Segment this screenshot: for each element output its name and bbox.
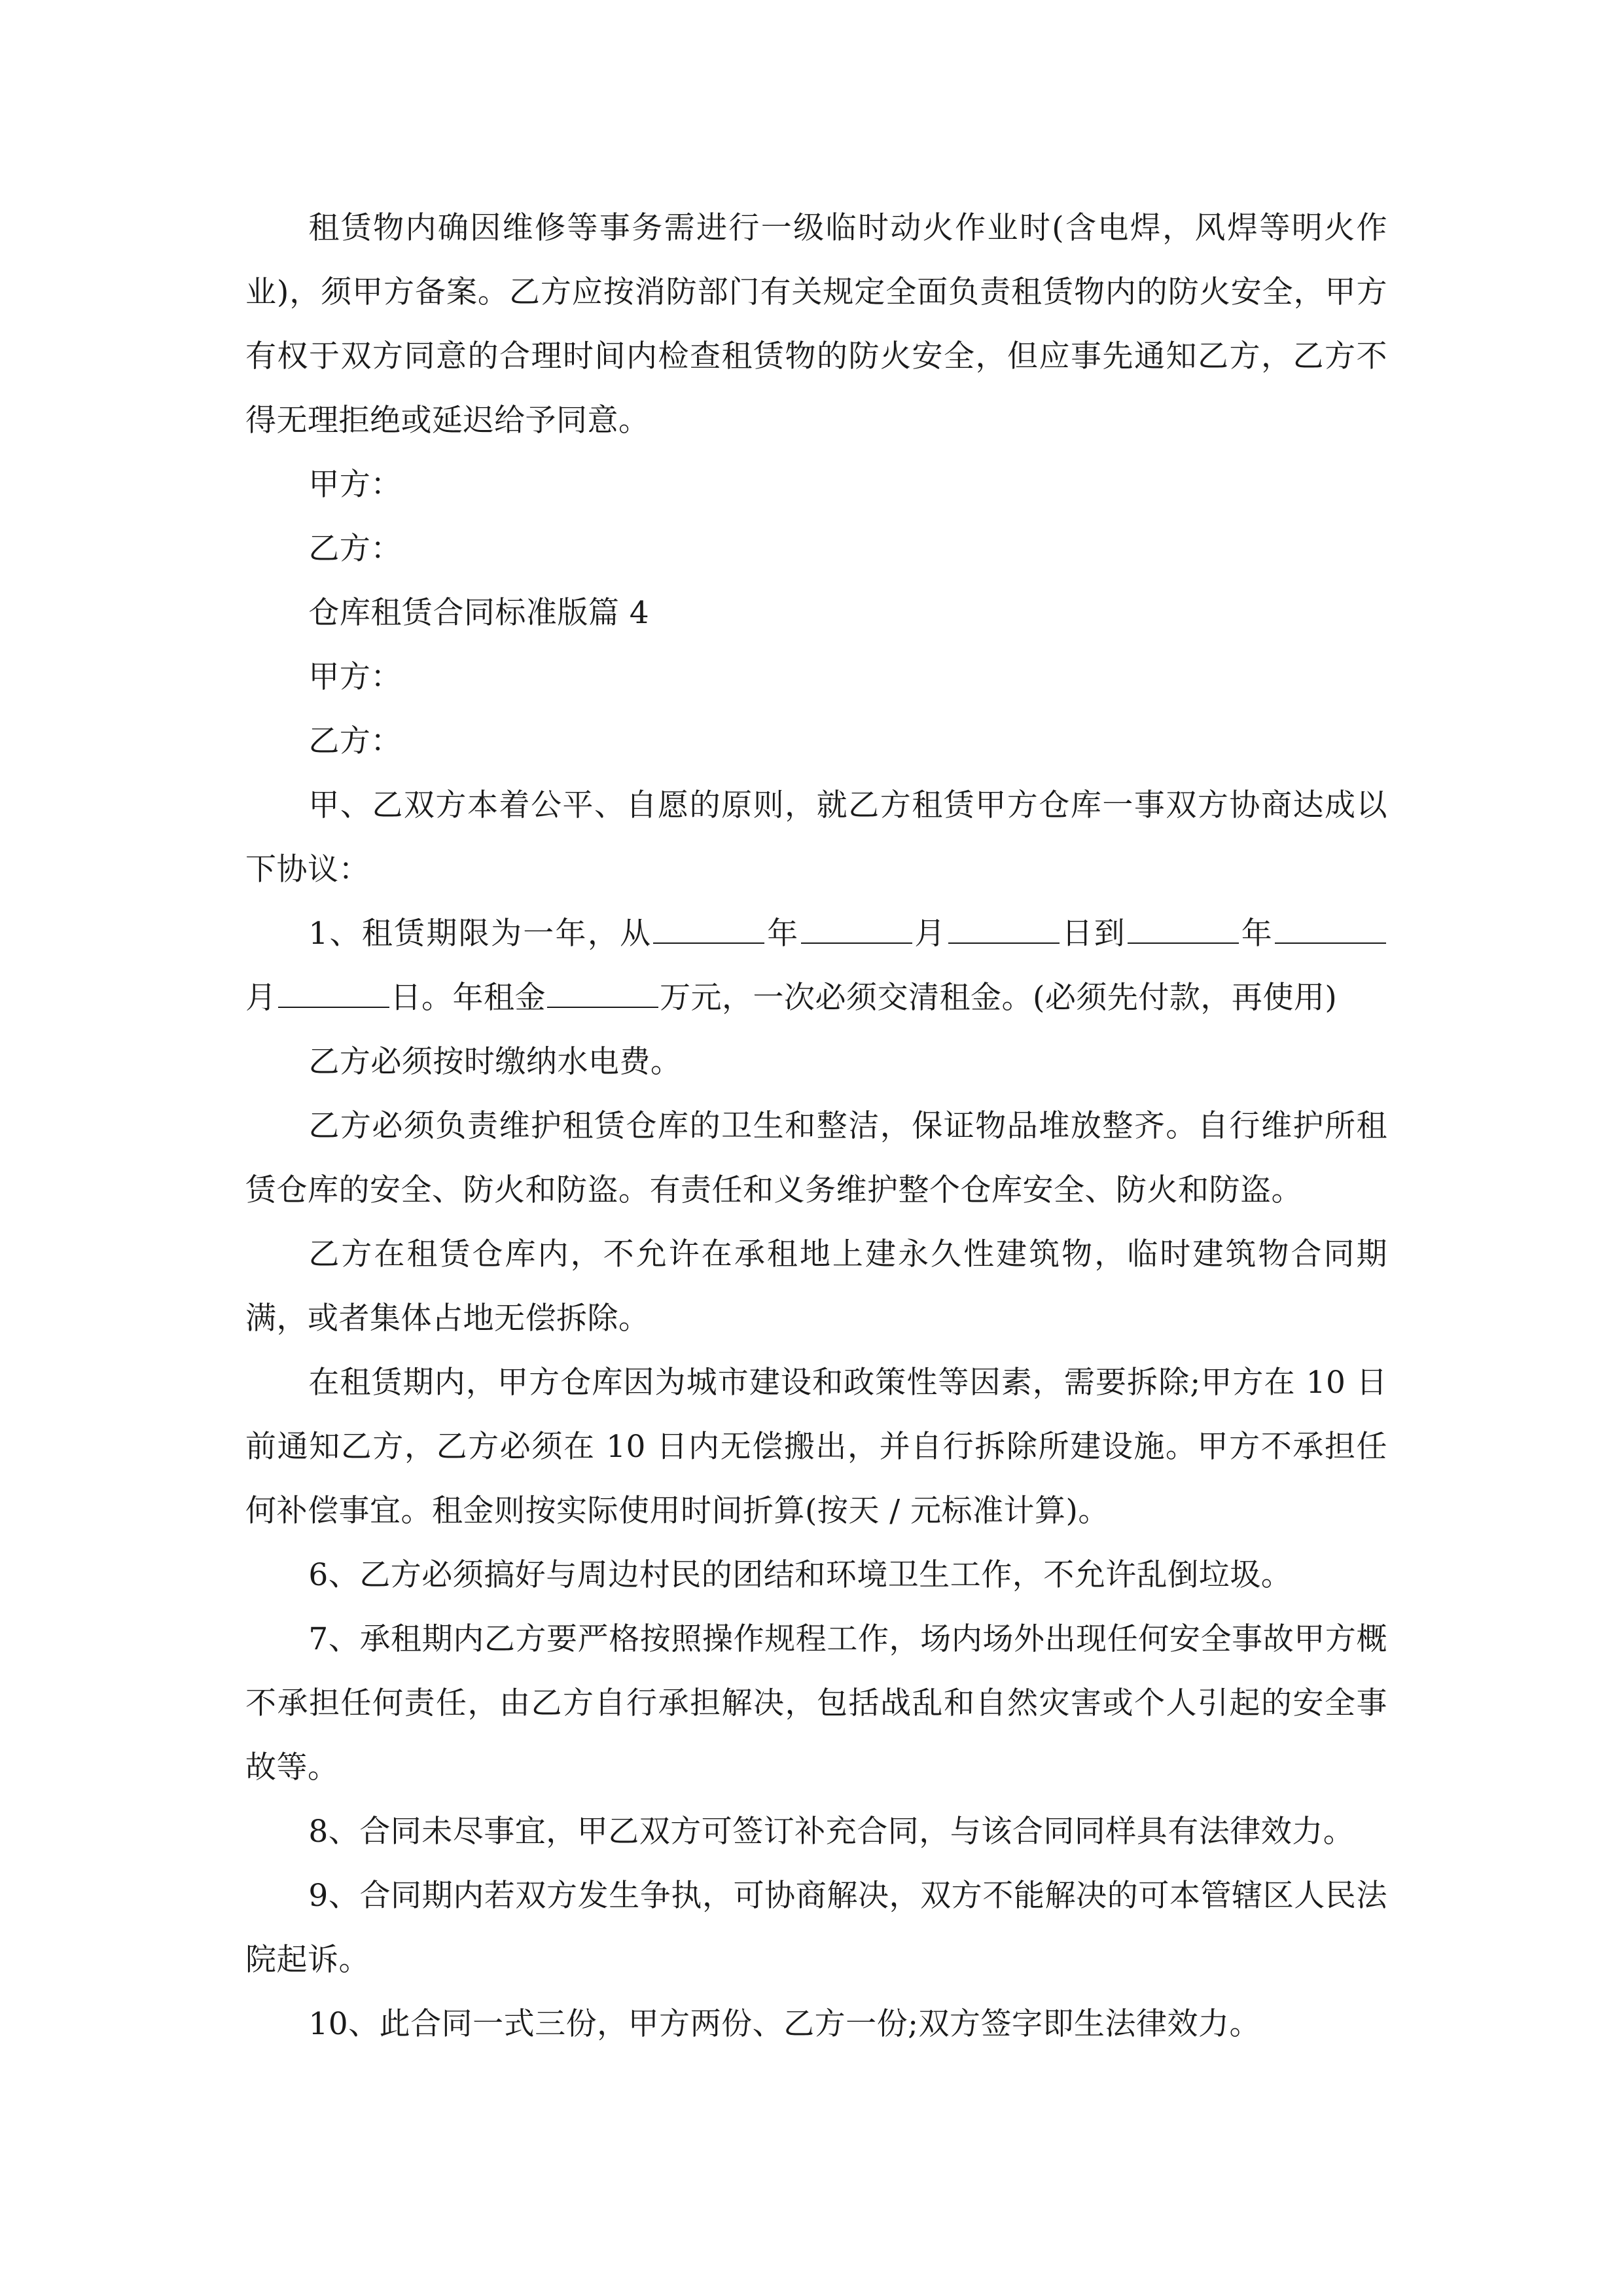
term-text: 年 — [1240, 916, 1274, 952]
blank-field — [1275, 942, 1386, 944]
clause-10: 10、此合同一式三份，甲方两份、乙方一份;双方签字即生法律效力。 — [308, 2006, 1260, 2042]
demolition-paragraph: 在租赁期内，甲方仓库因为城市建设和政策性等因素，需要拆除;甲方在 10 日前通知乙方，乙方必须在 10 日内无偿搬出，并自行拆除所建设施。甲方不承担任何补偿事宜。租金则按实际使用时间折算(按天 / 元标准计算)。 — [245, 1365, 1387, 1529]
party-b-label: 乙方： — [308, 723, 402, 759]
term-text: 月 — [245, 980, 277, 1016]
fire-safety-paragraph: 租赁物内确因维修等事务需进行一级临时动火作业时(含电焊，风焊等明火作业)，须甲方备案。乙方应按消防部门有关规定全面负责租赁物内的防火安全，甲方有权于双方同意的合理时间内检查租赁物的防火安全，但应事先通知乙方，乙方不得无理拒绝或延迟给予同意。 — [245, 210, 1387, 439]
no-building-paragraph: 乙方在租赁仓库内，不允许在承租地上建永久性建筑物，临时建筑物合同期满，或者集体占地无偿拆除。 — [245, 1236, 1387, 1336]
term-text: 万元，一次必须交清租金。(必须先付款，再使用) — [660, 980, 1338, 1016]
blank-field — [547, 1006, 658, 1008]
party-a-label: 甲方： — [308, 467, 402, 503]
clause-7: 7、承租期内乙方要严格按照操作规程工作，场内场外出现任何安全事故甲方概不承担任何责任，由乙方自行承担解决，包括战乱和自然灾害或个人引起的安全事故等。 — [245, 1621, 1387, 1785]
lease-term-paragraph — [245, 902, 1387, 1030]
clause-9: 9、合同期内若双方发生争执，可协商解决，双方不能解决的可本管辖区人民法院起诉。 — [245, 1878, 1387, 1978]
term-text: 年 — [766, 916, 800, 952]
blank-field — [948, 942, 1060, 944]
blank-field — [278, 1006, 389, 1008]
party-b-label: 乙方： — [308, 531, 402, 567]
section-title: 仓库租赁合同标准版篇 4 — [308, 595, 650, 631]
blank-field — [1128, 942, 1239, 944]
intro-paragraph: 甲、乙双方本着公平、自愿的原则，就乙方租赁甲方仓库一事双方协商达成以下协议： — [245, 787, 1387, 888]
clause-8: 8、合同未尽事宜，甲乙双方可签订补充合同，与该合同同样具有法律效力。 — [308, 1814, 1355, 1850]
blank-field — [653, 942, 764, 944]
party-a-label: 甲方： — [308, 659, 402, 695]
term-text: 日。年租金 — [390, 980, 546, 1016]
hygiene-paragraph: 乙方必须负责维护租赁仓库的卫生和整洁，保证物品堆放整齐。自行维护所租赁仓库的安全、防火和防盗。有责任和义务维护整个仓库安全、防火和防盗。 — [245, 1108, 1387, 1208]
term-text: 1、租赁期限为一年，从 — [308, 916, 652, 952]
utilities-paragraph: 乙方必须按时缴纳水电费。 — [308, 1044, 682, 1080]
term-text: 日到 — [1060, 916, 1126, 952]
document-body — [245, 196, 1387, 2056]
term-text: 月 — [913, 916, 947, 952]
blank-field — [801, 942, 912, 944]
clause-6: 6、乙方必须搞好与周边村民的团结和环境卫生工作，不允许乱倒垃圾。 — [308, 1557, 1293, 1593]
